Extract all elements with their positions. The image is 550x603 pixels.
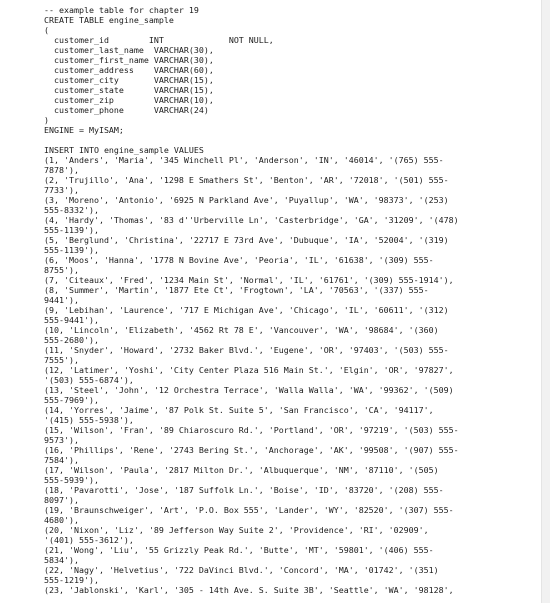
- code-line: 7878'),: [44, 165, 79, 175]
- code-line: (17, 'Wilson', 'Paula', '2817 Milton Dr.', 'Albuquerque', 'NM', '87110', '(505): [44, 465, 439, 475]
- sql-code-block: [44, 5, 514, 595]
- code-line: customer_zip VARCHAR(10),: [44, 95, 214, 105]
- code-line: (: [44, 25, 49, 35]
- code-line: '(503) 555-6874'),: [44, 375, 134, 385]
- code-line: 555-8332'),: [44, 205, 99, 215]
- code-line: (7, 'Citeaux', 'Fred', '1234 Main St', 'Normal', 'IL', '61761', '(309) 555-1914'),: [44, 275, 454, 285]
- code-line: (19, 'Braunschweiger', 'Art', 'P.O. Box 555', 'Lander', 'WY', '82520', '(307) 555-: [44, 505, 454, 515]
- code-line: (3, 'Moreno', 'Antonio', '6925 N Parkland Ave', 'Puyallup', 'WA', '98373', '(253): [44, 195, 449, 205]
- code-line: (11, 'Snyder', 'Howard', '2732 Baker Blvd.', 'Eugene', 'OR', '97403', '(503) 555-: [44, 345, 449, 355]
- code-line: (15, 'Wilson', 'Fran', '89 Chiaroscuro Rd.', 'Portland', 'OR', '97219', '(503) 555-: [44, 425, 459, 435]
- code-line: ENGINE = MyISAM;: [44, 125, 124, 135]
- code-line: customer_last_name VARCHAR(30),: [44, 45, 214, 55]
- code-line: (6, 'Moos', 'Hanna', '1778 N Bovine Ave', 'Peoria', 'IL', '61638', '(309) 555-: [44, 255, 434, 265]
- code-line: (8, 'Summer', 'Martin', '1877 Ete Ct', 'Frogtown', 'LA', '70563', '(337) 555-: [44, 285, 429, 295]
- code-line: INSERT INTO engine_sample VALUES: [44, 145, 204, 155]
- code-line: 555-1139'),: [44, 245, 99, 255]
- code-line: 555-1139'),: [44, 225, 99, 235]
- code-line: customer_id INT NOT NULL,: [44, 35, 274, 45]
- code-line: customer_address VARCHAR(60),: [44, 65, 214, 75]
- code-line: ): [44, 115, 49, 125]
- code-line: (4, 'Hardy', 'Thomas', '83 d''Urberville Ln', 'Casterbridge', 'GA', '31209', '(478): [44, 215, 459, 225]
- code-line: (18, 'Pavarotti', 'Jose', '187 Suffolk Ln.', 'Boise', 'ID', '83720', '(208) 555-: [44, 485, 444, 495]
- vertical-scrollbar[interactable]: [541, 0, 550, 603]
- code-line: '(401) 555-3612'),: [44, 535, 134, 545]
- code-line: 9573'),: [44, 435, 79, 445]
- code-line: (5, 'Berglund', 'Christina', '22717 E 73rd Ave', 'Dubuque', 'IA', '52004', '(319): [44, 235, 449, 245]
- code-line: 555-9441'),: [44, 315, 99, 325]
- code-line: [44, 135, 514, 145]
- code-line: 7555'),: [44, 355, 79, 365]
- code-line: 7584'),: [44, 455, 79, 465]
- code-line: CREATE TABLE engine_sample: [44, 15, 174, 25]
- code-line: customer_phone VARCHAR(24): [44, 105, 209, 115]
- code-line: customer_state VARCHAR(15),: [44, 85, 214, 95]
- code-line: customer_city VARCHAR(15),: [44, 75, 214, 85]
- code-line: 555-7969'),: [44, 395, 99, 405]
- code-line: 9441'),: [44, 295, 79, 305]
- code-line: (10, 'Lincoln', 'Elizabeth', '4562 Rt 78 E', 'Vancouver', 'WA', '98684', '(360): [44, 325, 439, 335]
- code-line: 555-2680'),: [44, 335, 99, 345]
- code-line: 4680'),: [44, 515, 79, 525]
- code-line: (22, 'Nagy', 'Helvetius', '722 DaVinci Blvd.', 'Concord', 'MA', '01742', '(351): [44, 565, 439, 575]
- code-line: 8097'),: [44, 495, 79, 505]
- code-line: 7733'),: [44, 185, 79, 195]
- code-line: (23, 'Jablonski', 'Karl', '305 - 14th Ave. S. Suite 3B', 'Seattle', 'WA', '98128',: [44, 585, 454, 595]
- code-line: (20, 'Nixon', 'Liz', '89 Jefferson Way Suite 2', 'Providence', 'RI', '02909',: [44, 525, 429, 535]
- code-line: (1, 'Anders', 'Maria', '345 Winchell Pl', 'Anderson', 'IN', '46014', '(765) 555-: [44, 155, 444, 165]
- code-line: 8755'),: [44, 265, 79, 275]
- code-line: '(415) 555-5938'),: [44, 415, 134, 425]
- code-line: (14, 'Yorres', 'Jaime', '87 Polk St. Suite 5', 'San Francisco', 'CA', '94117',: [44, 405, 434, 415]
- code-line: 555-5939'),: [44, 475, 99, 485]
- code-line: 555-1219'),: [44, 575, 99, 585]
- code-line: 5834'),: [44, 555, 79, 565]
- code-line: (16, 'Phillips', 'Rene', '2743 Bering St.', 'Anchorage', 'AK', '99508', '(907) 555-: [44, 445, 459, 455]
- code-line: -- example table for chapter 19: [44, 5, 199, 15]
- code-line: (2, 'Trujillo', 'Ana', '1298 E Smathers St', 'Benton', 'AR', '72018', '(501) 555-: [44, 175, 449, 185]
- code-line: customer_first_name VARCHAR(30),: [44, 55, 214, 65]
- code-line: (9, 'Lebihan', 'Laurence', '717 E Michigan Ave', 'Chicago', 'IL', '60611', '(312): [44, 305, 449, 315]
- code-line: (13, 'Steel', 'John', '12 Orchestra Terrace', 'Walla Walla', 'WA', '99362', '(509): [44, 385, 454, 395]
- scrollbar-thumb[interactable]: [543, 0, 549, 603]
- code-line: (21, 'Wong', 'Liu', '55 Grizzly Peak Rd.', 'Butte', 'MT', '59801', '(406) 555-: [44, 545, 434, 555]
- code-line: (12, 'Latimer', 'Yoshi', 'City Center Plaza 516 Main St.', 'Elgin', 'OR', '97827',: [44, 365, 454, 375]
